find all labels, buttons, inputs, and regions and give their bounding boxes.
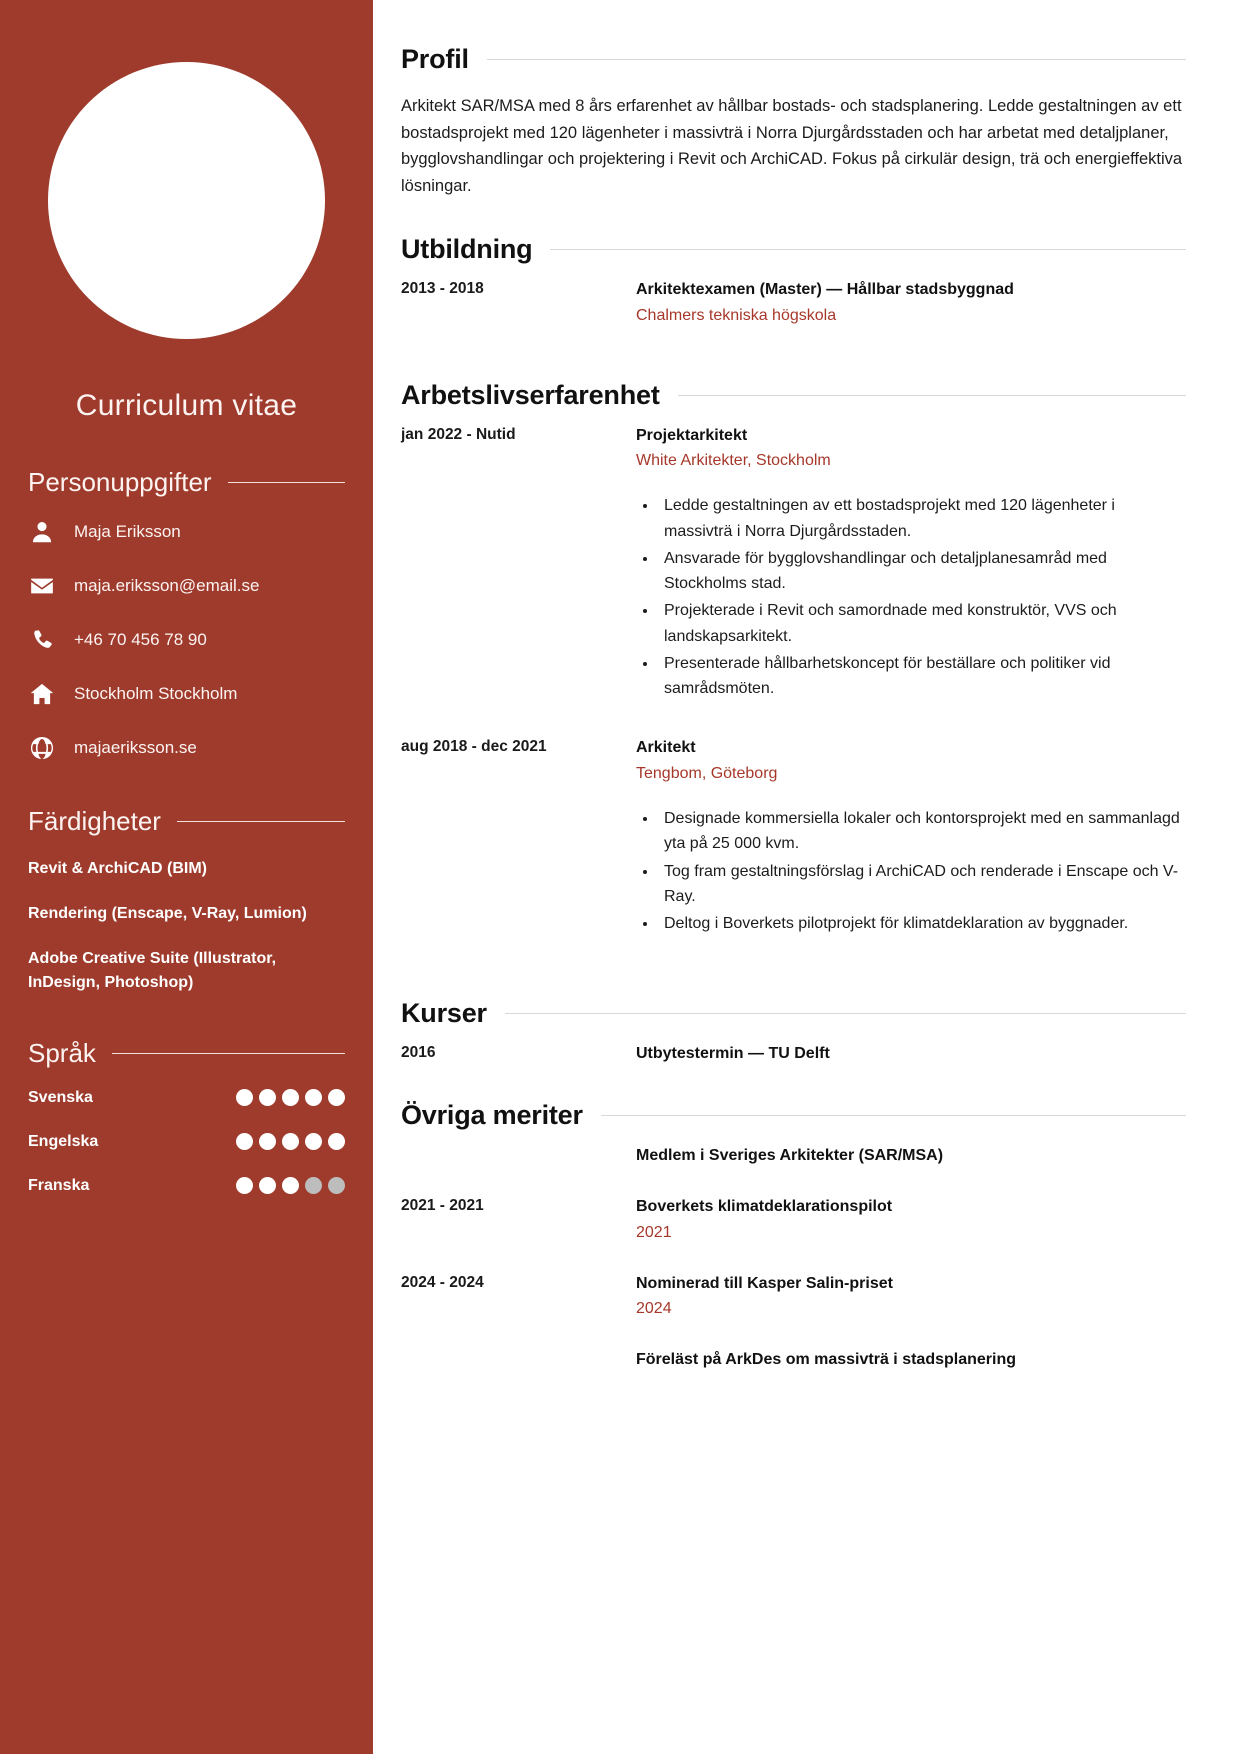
section-heading-rule (550, 249, 1186, 250)
skills-list (28, 857, 345, 994)
entry-bullet: • Designade kommersiella lokaler och kontorsprojekt med en sammanlagd yta på 25 000 kvm. (658, 806, 1186, 857)
contact-value: Maja Eriksson (74, 522, 181, 541)
rating-dot-filled (259, 1089, 276, 1106)
entry-date: 2024 - 2024 (401, 1273, 484, 1291)
skill-item: Revit & ArchiCAD (BIM) (28, 860, 207, 877)
entry-bullet-list (658, 493, 1186, 701)
envelope-icon (28, 572, 56, 600)
rating-dot-filled (259, 1133, 276, 1150)
entry-body (636, 279, 1186, 328)
entry-title: Föreläst på ArkDes om massivträ i stadsplanering (636, 1351, 1016, 1369)
entry-row (401, 425, 1186, 704)
entry-spacer (401, 336, 1186, 346)
entry-spacer (401, 1329, 1186, 1349)
section-heading-other (401, 1100, 1186, 1131)
rating-dot-filled (282, 1089, 299, 1106)
language-rating (236, 1133, 345, 1150)
section-heading-rule (601, 1115, 1186, 1116)
section-heading-other-label: Övriga meriter (401, 1100, 583, 1131)
rating-dot-filled (305, 1089, 322, 1106)
section-heading-courses (401, 998, 1186, 1029)
entry-body (636, 737, 1186, 938)
rating-dot-filled (328, 1089, 345, 1106)
entry-date: 2013 - 2018 (401, 279, 484, 297)
language-row (28, 1089, 345, 1107)
profile-photo-wrap (28, 0, 345, 339)
sidebar-heading-personal-label: Personuppgifter (28, 467, 212, 497)
section-heading-courses-label: Kurser (401, 998, 487, 1029)
entry-row (401, 1349, 1186, 1372)
entry-title: Arkitekt (636, 739, 696, 757)
entry-date: 2016 (401, 1044, 436, 1062)
entry-body (636, 1349, 1186, 1372)
languages-list (28, 1089, 345, 1195)
sidebar-heading-languages (28, 1038, 345, 1069)
courses-list (401, 1043, 1186, 1084)
entry-subtitle: Chalmers tekniska högskola (636, 306, 837, 324)
other-merits-list (401, 1145, 1186, 1400)
rating-dot-filled (282, 1133, 299, 1150)
profile-text: Arkitekt SAR/MSA med 8 års erfarenhet av hållbar bostads- och stadsplanering. Ledde gestaltningen av ett bostadsprojekt med 120 lägenheter i massivträ i Norra Djurgårdsstaden och har arbetat med detaljplaner, bygglovshandlingar och projektering i Revit och ArchiCAD. Fokus på cirkulär design, trä och energieffektiva lösningar. (401, 97, 1183, 196)
contact-value: Stockholm Stockholm (74, 684, 238, 703)
section-heading-education (401, 234, 1186, 265)
entry-title: Arkitektexamen (Master) — Hållbar stadsbyggnad (636, 280, 1014, 298)
skill-item: Adobe Creative Suite (Illustrator, InDesign, Photoshop) (28, 950, 277, 991)
entry-title: Medlem i Sveriges Arkitekter (SAR/MSA) (636, 1147, 944, 1165)
entry-body (636, 1145, 1186, 1168)
language-rating (236, 1089, 345, 1106)
sidebar-heading-rule (177, 821, 345, 822)
house-icon (28, 680, 56, 708)
entry-title: Utbytestermin — TU Delft (636, 1045, 830, 1063)
sidebar (0, 0, 373, 1754)
entry-bullet: • Presenterade hållbarhetskoncept för beställare och politiker vid samrådsmöten. (658, 651, 1186, 702)
entry-spacer (401, 1176, 1186, 1196)
rating-dot-filled (305, 1133, 322, 1150)
language-rating (236, 1177, 345, 1194)
rating-dot-filled (236, 1133, 253, 1150)
section-heading-profile-label: Profil (401, 44, 469, 74)
entry-title: Nominerad till Kasper Salin-priset (636, 1274, 893, 1292)
entry-body (636, 425, 1186, 704)
contact-value: majaeriksson.se (74, 738, 197, 757)
entry-date (401, 1145, 636, 1168)
rating-dot-filled (328, 1133, 345, 1150)
entry-title: Boverkets klimatdeklarationspilot (636, 1197, 893, 1215)
entry-title: Projektarkitekt (636, 426, 748, 444)
sidebar-heading-rule (228, 482, 345, 483)
entry-spacer (401, 1074, 1186, 1084)
entry-row (401, 1273, 1186, 1322)
contact-value: maja.eriksson@email.se (74, 576, 260, 595)
entry-row (401, 1043, 1186, 1066)
entry-body (636, 1196, 1186, 1245)
entry-row (401, 737, 1186, 938)
entry-bullet: • Ledde gestaltningen av ett bostadsprojekt med 120 lägenheter i massivträ i Norra Djurgårdsstaden. (658, 493, 1186, 544)
education-list (401, 279, 1186, 346)
entry-subtitle: White Arkitekter, Stockholm (636, 452, 831, 470)
entry-body (636, 1273, 1186, 1322)
section-heading-rule (505, 1013, 1186, 1014)
skill-item: Rendering (Enscape, V-Ray, Lumion) (28, 905, 307, 923)
entry-bullet: • Deltog i Boverkets pilotprojekt för klimatdeklaration av byggnader. (658, 911, 1186, 936)
sidebar-heading-skills-label: Färdigheter (28, 806, 161, 836)
entry-row (401, 1145, 1186, 1168)
main-content (373, 0, 1241, 1754)
language-row (28, 1133, 345, 1151)
entry-row (401, 1196, 1186, 1245)
entry-date: jan 2022 - Nutid (401, 425, 516, 443)
section-heading-education-label: Utbildning (401, 233, 533, 264)
rating-dot-filled (282, 1177, 299, 1194)
entry-bullet: • Tog fram gestaltningsförslag i ArchiCAD och renderade i Enscape och V-Ray. (658, 859, 1186, 910)
globe-icon (28, 734, 56, 762)
contact-row[interactable] (28, 734, 345, 762)
entry-date (401, 1349, 636, 1372)
entry-row (401, 279, 1186, 328)
entry-date: 2021 - 2021 (401, 1196, 484, 1214)
sidebar-heading-skills (28, 806, 345, 837)
contact-row[interactable] (28, 572, 345, 600)
contact-row[interactable] (28, 626, 345, 654)
person-icon (28, 518, 56, 546)
entry-subtitle: 2021 (636, 1223, 672, 1241)
entry-subtitle: Tengbom, Göteborg (636, 765, 778, 783)
language-name: Svenska (28, 1088, 93, 1106)
rating-dot-empty (305, 1177, 322, 1194)
entry-spacer (401, 946, 1186, 972)
section-heading-experience-label: Arbetslivserfarenhet (401, 379, 660, 410)
sidebar-heading-languages-label: Språk (28, 1037, 96, 1068)
sidebar-heading-rule (112, 1053, 345, 1054)
section-heading-rule (678, 395, 1186, 396)
entry-bullet: • Ansvarade för bygglovshandlingar och detaljplanesamråd med Stockholms stad. (658, 546, 1186, 597)
entry-spacer (401, 1380, 1186, 1400)
section-heading-experience (401, 380, 1186, 411)
contact-value: +46 70 456 78 90 (74, 630, 207, 649)
language-name: Franska (28, 1176, 90, 1194)
contact-list (28, 518, 345, 762)
section-heading-rule (487, 59, 1186, 60)
experience-list (401, 425, 1186, 973)
entry-subtitle: 2024 (636, 1300, 672, 1318)
rating-dot-filled (236, 1177, 253, 1194)
language-name: Engelska (28, 1132, 99, 1150)
entry-bullet-list (658, 806, 1186, 936)
section-heading-profile (401, 44, 1186, 75)
contact-row[interactable] (28, 518, 345, 546)
entry-body (636, 1043, 1186, 1066)
profile-photo-placeholder (48, 62, 325, 339)
language-row (28, 1177, 345, 1195)
cv-title: Curriculum vitae (75, 389, 298, 422)
contact-row[interactable] (28, 680, 345, 708)
rating-dot-filled (259, 1177, 276, 1194)
entry-date: aug 2018 - dec 2021 (401, 738, 547, 756)
entry-spacer (401, 711, 1186, 737)
phone-icon (28, 626, 56, 654)
entry-spacer (401, 1253, 1186, 1273)
rating-dot-empty (328, 1177, 345, 1194)
sidebar-heading-personal (28, 467, 345, 498)
entry-bullet: • Projekterade i Revit och samordnade med konstruktör, VVS och landskapsarkitekt. (658, 598, 1186, 649)
rating-dot-filled (236, 1089, 253, 1106)
